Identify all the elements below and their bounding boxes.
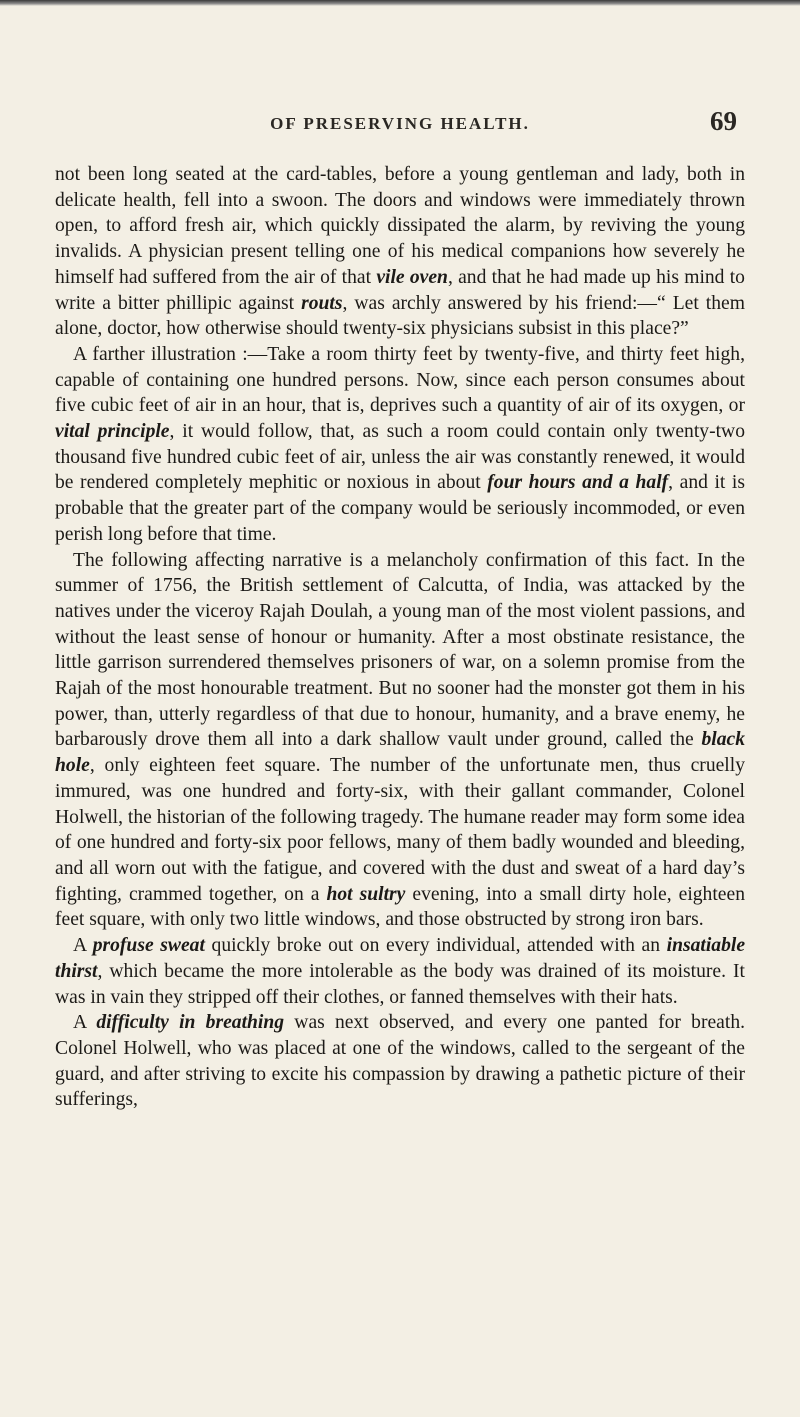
emphasized-phrase: insatiable thirst	[55, 935, 746, 982]
paragraph-3	[55, 548, 745, 934]
text-run: , only eighteen feet square. The number of the unfortunate men, thus cruelly immured, was one hundred and forty-six, with their gallant commander, Colonel Holwell, the historian of the following tragedy. The humane reader may form some idea of one hundred and forty-six poor fellows, many of them badly wounded and bleeding, and all worn out with the fatigue, and covered with the dust and sweat of a hard day’s fighting, crammed together, on a	[55, 755, 745, 905]
text-run: , and it is probable that the greater part of the company would be seriously incommoded, or even perish long before that time.	[55, 472, 746, 545]
book-page	[55, 0, 746, 1111]
text-run: The following affecting narrative is a melancholy confirmation of this fact. In the summer of 1756, the British settlement of Calcutta, of India, was attacked by the natives under the viceroy Rajah Doulah, a young man of the most violent passions, and without the least sense of honour or humanity. After a most obstinate resistance, the little garrison surrendered themselves prisoners of war, on a solemn promise from the Rajah of the most honourable treatment. But no sooner had the monster got them in his power, than, utterly regardless of that due to honour, humanity, and a brave enemy, he barbarously drove them all into a dark shallow vault under ground, called the	[55, 549, 745, 751]
emphasized-phrase: vital principle	[55, 421, 170, 443]
page-header	[55, 0, 745, 155]
text-run: A	[73, 1012, 97, 1034]
emphasized-phrase: vile oven	[376, 266, 448, 288]
emphasized-phrase: black hole	[55, 729, 745, 777]
text-run: , it would follow, that, as such a room could contain only twenty-two thousand five hundred cubic feet of air, unless the air was constantly renewed, it would be rendered completely mephitic or noxious in about	[55, 421, 745, 494]
text-run: was next observed, and every one panted for breath. Colonel Holwell, who was placed at one of the windows, called to the sergeant of the guard, and after striving to excite his compassion by drawing a pathetic picture of their sufferings,	[55, 1012, 746, 1111]
emphasized-phrase: four hours and a half	[487, 472, 669, 494]
text-run: , and that he had made up his mind to write a bitter phillipic against	[55, 266, 745, 314]
text-run: , was archly answered by his friend:—“ Let them alone, doctor, how otherwise should twenty-six physicians subsist in this place?”	[55, 292, 745, 340]
paragraph-1	[55, 162, 745, 342]
text-run: quickly broke out on every individual, attended with an	[204, 935, 667, 957]
paragraph-5	[55, 1010, 745, 1113]
text-run: evening, into a small dirty hole, eighteen feet square, with only two little windows, and those obstructed by strong iron bars.	[55, 883, 745, 931]
emphasized-phrase: difficulty in breathing	[96, 1012, 285, 1034]
running-head: OF PRESERVING HEALTH.	[270, 114, 530, 133]
page-number: 69	[710, 106, 737, 136]
emphasized-phrase: hot sultry	[326, 883, 406, 905]
text-run: A	[73, 935, 93, 957]
text-run: A farther illustration :—Take a room thirty feet by twenty-five, and thirty feet high, capable of containing one hundred persons. Now, since each person consumes about five cubic feet of air in an hour, that is, deprives such a quantity of air of its oxygen, or	[55, 343, 745, 417]
text-run: , which became the more intolerable as the body was drained of its moisture. It was in vain they stripped off their clothes, or fanned themselves with their hats.	[55, 960, 745, 1008]
emphasized-phrase: routs	[301, 292, 343, 314]
emphasized-phrase: profuse sweat	[92, 935, 205, 957]
paragraph-2	[55, 342, 745, 548]
body-text	[55, 162, 745, 1113]
paragraph-4	[55, 933, 745, 1010]
text-run: not been long seated at the card-tables, before a young gentleman and lady, both in delicate health, fell into a swoon. The doors and windows were immediately thrown open, to afford fresh air, which quickly dissipated the alarm, by reviving the young invalids. A physician present telling one of his medical companions how severely he himself had suffered from the air of that	[55, 164, 745, 288]
